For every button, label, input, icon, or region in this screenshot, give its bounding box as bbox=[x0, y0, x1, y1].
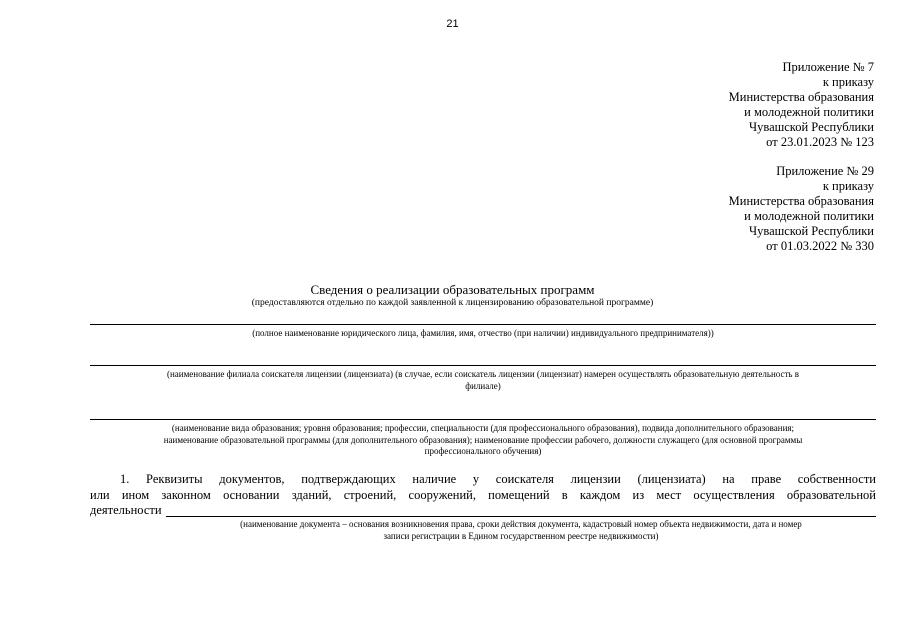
appendix-7-block bbox=[729, 60, 874, 150]
edu-caption-line: профессионального обучения) bbox=[424, 446, 542, 456]
appendix-29-line: Чувашской Республики bbox=[748, 224, 874, 238]
documents-caption bbox=[166, 518, 876, 542]
appendix-7-line: от 23.01.2023 № 123 bbox=[766, 135, 874, 149]
documents-caption-line: (наименование документа – основания возникновения права, сроки действия документа, кадастровый номер объекта недвижимости, дата и номер bbox=[240, 519, 802, 529]
section-1-line: деятельности bbox=[90, 503, 162, 517]
branch-name-caption bbox=[90, 369, 876, 392]
page-number: 21 bbox=[446, 18, 459, 30]
appendix-7-line: Приложение № 7 bbox=[782, 60, 874, 74]
section-1-line: 1. Реквизиты документов, подтверждающих наличие у соискателя лицензии (лицензиата) на праве собственности bbox=[120, 472, 876, 486]
entity-name-caption: (полное наименование юридического лица, фамилия, имя, отчество (при наличии) индивидуального предпринимателя)) bbox=[252, 328, 714, 338]
documents-caption-line: записи регистрации в Едином государственном реестре недвижимости) bbox=[383, 531, 659, 541]
appendix-7-line: к приказу bbox=[822, 75, 874, 89]
branch-caption-line: (наименование филиала соискателя лицензии (лицензиата) (в случае, если соискатель лицензии (лицензиат) намерен осуществлять образовательную деятельность в bbox=[166, 369, 800, 379]
appendix-7-line: Министерства образования bbox=[728, 90, 874, 104]
appendix-7-line: и молодежной политики bbox=[744, 105, 874, 119]
education-program-caption bbox=[90, 423, 876, 458]
section-1-line: или ином законном основании зданий, строений, сооружений, помещений в каждом из мест осуществления образовательной bbox=[90, 488, 876, 502]
document-subtitle: (предоставляются отдельно по каждой заявленной к лицензированию образовательной программе) bbox=[251, 298, 654, 308]
document-title: Сведения о реализации образовательных программ bbox=[310, 282, 595, 297]
appendix-29-line: Министерства образования bbox=[728, 194, 874, 208]
branch-name-fill-line[interactable] bbox=[90, 365, 876, 366]
education-program-fill-line[interactable] bbox=[90, 419, 876, 420]
appendix-29-line: и молодежной политики bbox=[744, 209, 874, 223]
edu-caption-line: наименование образовательной программы (для дополнительного образования); наименование профессии рабочего, должности служащего (для основной программы bbox=[163, 434, 803, 445]
appendix-29-line: к приказу bbox=[822, 179, 874, 193]
entity-name-fill-line[interactable] bbox=[90, 324, 876, 325]
appendix-29-line: от 01.03.2022 № 330 bbox=[766, 239, 874, 253]
appendix-29-line: Приложение № 29 bbox=[776, 164, 874, 178]
appendix-7-line: Чувашской Республики bbox=[748, 120, 874, 134]
branch-caption-line: филиале) bbox=[465, 380, 501, 391]
appendix-29-block bbox=[729, 164, 874, 254]
edu-caption-line: (наименование вида образования; уровня образования; профессии, специальности (для профессионального образования), подвида дополнительного образования; bbox=[171, 423, 795, 433]
documents-fill-line[interactable] bbox=[166, 516, 876, 517]
